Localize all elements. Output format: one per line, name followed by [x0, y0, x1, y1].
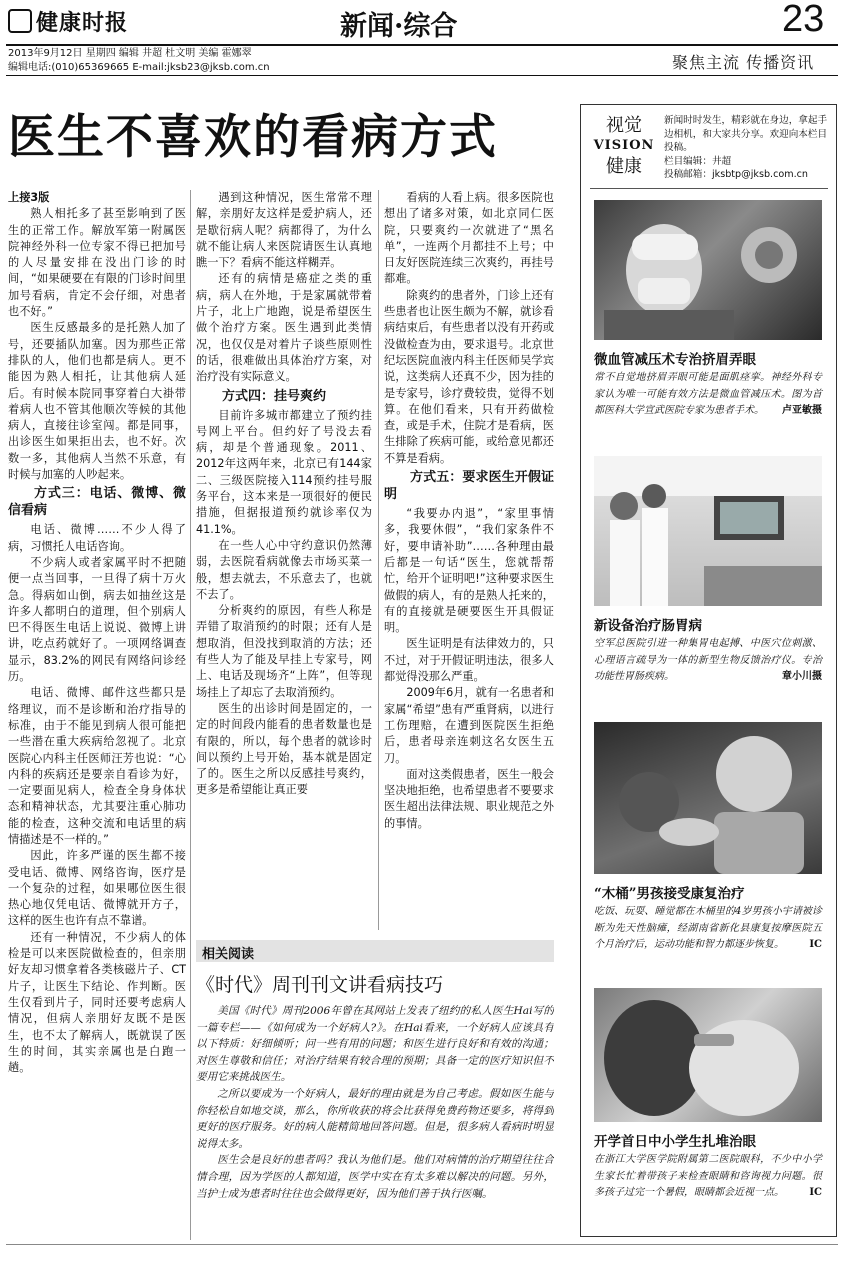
header-rule	[6, 44, 838, 46]
article-paragraph: 因此，许多严谨的医生都不接受电话、微博、网络咨询，医疗是一个复杂的过程，如果哪位医生很热心地仅凭电话、微博就开方子，这样的医生也许有点不靠谱。	[8, 849, 186, 928]
story-title: “木桶”男孩接受康复治疗	[594, 886, 745, 902]
section-heading: 方式四：挂号爽约	[222, 388, 327, 404]
story-body: 空军总医院引进一种集胃电起搏、中医穴位刺激、心理语言疏导为一体的新型生物反馈治疗仪。专治功能性胃肠疾病。 章小川摄	[594, 636, 822, 686]
article-paragraph: 面对这类假患者，医生一般会坚决地拒绝，也希望患者不要要求医生超出法律法规、职业规范之外的事情。	[384, 767, 554, 830]
article-paragraph: 还有的病情是癌症之类的重病，病人在外地，于是家属就带着片子，北上广地跑，说是希望医生做个治疗方案。医生遇到此类情况，也仅仅是对着片子谈些原则性的话，很难做出具体治疗方案，对治疗没有实际意义。	[196, 272, 372, 384]
article-paragraph: 还有一种情况，不少病人的体检是可以来医院做检查的，但亲朋好友却习惯拿着各类核磁片子、CT片子，让医生下结论、作判断。医生仅看到片子，同时还要考虑病人情况，但病人亲朋好友既不是医生，也不太了解病人，既就误了医生的时间，其实亲属也是白跑一趟。	[8, 930, 186, 1075]
contact-line: 编辑电话:(010)65369665 E-mail:jksb23@jksb.com.cn	[8, 62, 270, 73]
article-paragraph: 熟人相托多了甚至影响到了医生的正常工作。解放军第一附属医院神经外科一位专家不得已把加号的人尽量安排在没出门诊的时间，“如果硬要在有限的门诊时间里加号看病，肯定不会仔细，对患者也不好。”	[8, 207, 186, 319]
headline: 医生不喜欢的看病方式	[8, 110, 498, 165]
story-title: 新设备治疗肠胃病	[594, 618, 702, 634]
article-paragraph: 2009年6月，就有一名患者和家属“希望”患有严重肾病，以进行工伤理赔，在遭到医院医生拒绝后，患者母亲连刺这名女医生五刀。	[384, 686, 554, 765]
related-body	[196, 1003, 554, 1243]
sidebar-rule	[590, 188, 828, 189]
article-paragraph: 除爽约的患者外，门诊上还有些患者也让医生颇为不解，就诊看病结束后，有些患者以没有开药或没做检查为由，要求退号。北京世纪坛医院血液内科主任医师吴学宾说，这类病人还真不少，因为挂的是专家号，诊疗费较贵，觉得不划算。在他们看来，只有开药做检查，或是手术，住院才是看病，医生排除了疾病可能，或给意见都还不算是看病。	[384, 288, 554, 465]
related-label: 相关阅读	[202, 947, 255, 962]
article-paragraph: 遇到这种情况，医生常常不理解，亲朋好友这样是爱护病人，还是歇衍病人呢？病都得了，为什么就不能让病人来医院请医生认真地瞧一下？看病不能这样糊弄。	[196, 191, 372, 270]
related-title: 《时代》周刊刊文讲看病技巧	[196, 974, 444, 996]
article-paragraph: 不少病人或者家属平时不把随便一点当回事，一旦得了病十万火急。得病如山倒，病去如抽丝这是许多人都明白的道理，但个别病人巴不得医生电话上说说、微博上讲讲，吃点药就好了。一项网络调查显示，83.2%的网民有网络问诊经历。	[8, 555, 186, 684]
column-divider	[190, 190, 191, 1240]
photo-eye-check-art	[594, 988, 822, 1122]
photo-eye-check	[594, 988, 822, 1122]
article-paragraph: 目前许多城市都建立了预约挂号网上平台。但约好了号没去看病，却是个普通现象。2011、2012年这两年来，北京已有144家二、三级医院接入114预约挂号服务平台，这本来是一项很好的便民措施，但据报道预约就诊率仅为41.1%。	[196, 408, 372, 536]
logo-icon	[8, 9, 32, 33]
photo-credit: IC	[809, 1187, 822, 1198]
section-heading: 方式三：电话、微博、微信看病	[8, 486, 186, 519]
article-paragraph: 看病的人看上病。很多医院也想出了诸多对策，如北京同仁医院，只要爽约一次就进了“黑名单”，一连两个月都挂不上号；中日友好医院连续三次爽约，再挂号都难。	[384, 191, 554, 286]
footer-rule	[6, 1244, 838, 1245]
photo-surgery-art	[594, 200, 822, 340]
related-paragraph: 美国《时代》周刊2006年曾在其网站上发表了纽约的私人医生Hai写的一篇专栏——《如何成为一个好病人?》。在Hai看来，一个好病人应该具有以下特质：好细倾听；问一些有用的问题；和医生进行良好和有效的沟通；对医生尊敬和信任；对治疗结果有较合理的预期；具备一定的医疗知识但不要用它来挑战医生。	[196, 1005, 554, 1084]
related-paragraph: 医生会是良好的患者吗？我认为他们是。他们对病情的治疗期望往往合情合理，因为学医的人都知道，医学中实在有太多难以解决的问题。另外，当护士成为患者时往往也会做得更好，因为他们善于执行医嘱。	[196, 1154, 554, 1200]
article-paragraph: “我要办内退”，“家里事情多，我要休假”，“我们家条件不好，要申请补助”……各种理由最后都是一句话“医生，您就帮帮忙，给开个证明吧!”这种要求医生做假的病人，有的是熟人托来的，有的直接就是硬要医生开具假证明。	[384, 507, 554, 635]
vision-title-bottom: 健康	[606, 156, 642, 177]
logo-text: 健康时报	[36, 10, 129, 36]
photo-credit: 卢亚敏摄	[782, 405, 822, 416]
story-body: 吃饭、玩耍、睡觉都在木桶里的4岁男孩小宇请被诊断为先天性脑瘫，经湖南省新化县康复按摩医院五个月治疗后，运动功能和智力都逐步恢复。 IC	[594, 904, 822, 954]
vision-info	[664, 114, 834, 182]
column-divider	[378, 190, 379, 930]
article-paragraph: 医生的出诊时间是固定的，一定的时间段内能看的患者数量也是有限的，所以，每个患者的就诊时间以预约上号开始，基本就是固定了的。医生之所以反感挂号爽约，更多是希望能让真正要	[196, 701, 372, 797]
story-body: 常不自觉地挤眉弄眼可能是面肌痉挛。神经外科专家认为唯一可能有效方法是微血管减压术。图为首都医科大学宣武医院专家为患者手术。 卢亚敏摄	[594, 370, 822, 420]
issue-meta	[8, 47, 270, 75]
article-column-3	[384, 190, 554, 925]
article-paragraph: 医生证明是有法律效力的，只不过，对于开假证明违法，很多人都觉得没那么严重。	[384, 637, 554, 684]
story-title: 微血管减压术专治挤眉弄眼	[594, 352, 756, 368]
photo-surgery	[594, 200, 822, 340]
related-paragraph: 之所以要成为一个好病人，最好的理由就是为自己考虑。假如医生能与你轻松自如地交谈，那么，你所收获的将会比获得免费药物还要多，将得到更好的医疗服务。好的病人能精简地回答问题。但是，很多病人看病时明显说得太多。	[196, 1087, 554, 1150]
issue-date-line: 2013年9月12日 星期四 编辑 井超 杜文明 美编 霍娜翠	[8, 48, 252, 59]
photo-device	[594, 456, 822, 606]
vision-email: 投稿邮箱：jksbtp@jksb.com.cn	[664, 169, 808, 180]
section-heading: 方式五：要求医生开假证明	[384, 470, 554, 503]
photo-device-art	[594, 456, 822, 606]
vision-title-en: VISION	[593, 138, 655, 153]
photo-boy	[594, 722, 822, 874]
article-paragraph: 电话、微博……不少人得了病，习惯托人电话咨询。	[8, 523, 186, 553]
vision-editor: 栏目编辑：井超	[664, 155, 732, 167]
photo-boy-art	[594, 722, 822, 874]
slogan: 聚焦主流 传播资讯	[672, 53, 815, 72]
photo-credit: IC	[809, 939, 822, 950]
article-paragraph: 上接3版	[8, 191, 50, 204]
newspaper-logo	[8, 6, 128, 37]
vision-intro: 新闻时时发生，精彩就在身边，拿起手边相机，和大家共分享。欢迎向本栏目投稿。	[664, 115, 828, 153]
story-title: 开学首日中小学生扎堆治眼	[594, 1134, 756, 1150]
article-column-1	[8, 190, 186, 1240]
vision-title	[590, 116, 658, 178]
page-number: 23	[782, 0, 825, 40]
vision-title-top: 视觉	[606, 115, 642, 136]
photo-credit: 章小川摄	[782, 671, 822, 682]
story-body: 在浙江大学医学院附属第二医院眼科，不少中小学生家长忙着带孩子来检查眼睛和咨询视力问题。很多孩子过完一个暑假，眼睛都会近视一点。 IC	[594, 1152, 822, 1202]
article-column-2	[196, 190, 372, 925]
article-paragraph: 分析爽约的原因，有些人称是弄错了取消预约的时限；还有人是想取消，但没找到取消的方法；还有些人为了能及早挂上专家号，网上、电话及现场齐“上阵”，但等现场挂上了却忘了去取消预约。	[196, 604, 372, 699]
article-paragraph: 医生反感最多的是托熟人加了号，还要插队加塞。因为那些正常排队的人，他们也都是病人。更不能因为熟人相托，让其他病人延后。有时候本院同事穿着白大褂带着病人也不管其他顺次等候的其他病人，直接往诊室闯。都是同事，出诊医生如果拒出去，也不好。次数一多，其他病人当然不乐意，有时候与加塞的人吵起来。	[8, 321, 186, 482]
section-title: 新闻·综合	[340, 11, 458, 42]
article-paragraph: 在一些人心中守约意识仍然薄弱，去医院看病就像去市场买菜一般，想去就去，不乐意去了，也就不去了。	[196, 538, 372, 601]
article-paragraph: 电话、微博、邮件这些都只是络理议，而不是诊断和治疗指导的标准，由于不能见到病人很可能把一些潜在重大疾病给忽视了。北京医院心内科主任医师汪芳也说：“心内科的疾病还是要亲自看诊为好，一定要面见病人，检查全身身体状态和精神状态，尤其要注重心肺功能的检查，这种交流和电话里的病情描述是不一样的。”	[8, 686, 186, 846]
header-rule-bottom	[6, 75, 838, 76]
